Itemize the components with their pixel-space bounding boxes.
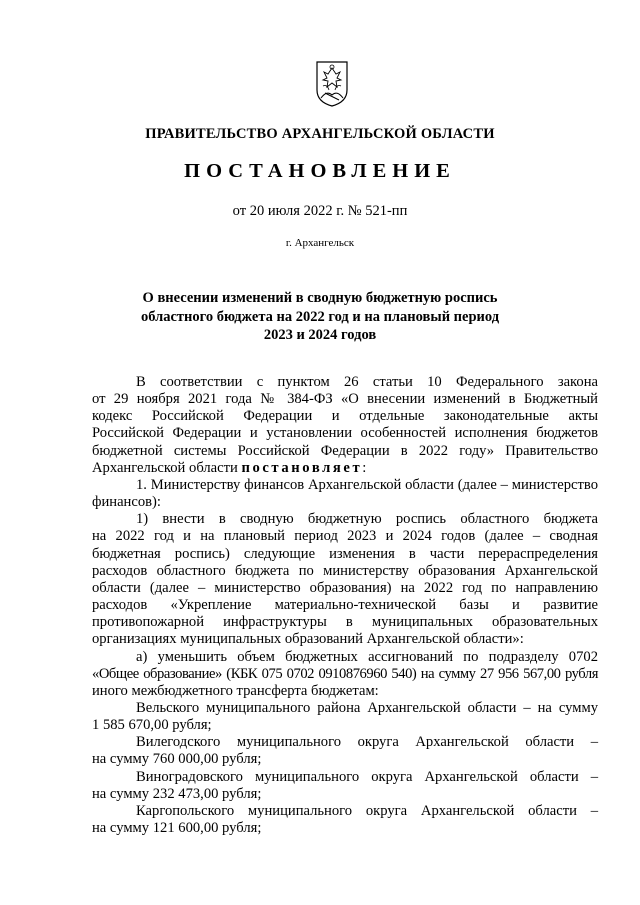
paragraph-velsk bbox=[92, 700, 598, 734]
title-line: 2023 и 2024 годов bbox=[263, 327, 377, 344]
text-line: области (далее – министерство образования) на 2022 год по направлению bbox=[92, 579, 598, 596]
text-line: бюджетной системы Российской Федерации в 2022 году» Правительство bbox=[92, 442, 598, 459]
text-line: 1 585 670,00 рубля; bbox=[92, 717, 212, 734]
title-line: областного бюджета на 2022 год и на плановый период bbox=[140, 308, 500, 325]
text-line: 1. Министерству финансов Архангельской области (далее – министерство bbox=[136, 476, 598, 493]
text-line bbox=[92, 460, 598, 477]
document-title bbox=[130, 289, 510, 345]
text-line: на сумму 232 473,00 рубля; bbox=[92, 785, 262, 802]
document-type: ПОСТАНОВЛЕНИЕ bbox=[184, 160, 456, 182]
text-line: Вилегодского муниципального округа Архангельской области – bbox=[136, 734, 598, 751]
text-line: на 2022 год и на плановый период 2023 и 2024 годов (далее – сводная bbox=[92, 528, 598, 545]
paragraph-vilegodsk bbox=[92, 734, 598, 768]
text-line: Вельского муниципального района Архангельской области – на сумму bbox=[136, 699, 598, 716]
date-and-number: от 20 июля 2022 г. № 521-пп bbox=[232, 203, 408, 219]
text-fragment: Архангельской области bbox=[92, 459, 242, 476]
paragraph-item-1 bbox=[92, 477, 598, 511]
paragraph-subitem-1 bbox=[92, 511, 598, 648]
text-line: В соответствии с пунктом 26 статьи 10 Федерального закона bbox=[136, 374, 598, 390]
title-line: О внесении изменений в сводную бюджетную роспись bbox=[142, 290, 498, 306]
resolves-word: постановляет bbox=[241, 459, 363, 476]
text-line: расходов «Укрепление материально-технической базы и развитие bbox=[92, 597, 598, 614]
organization-name: ПРАВИТЕЛЬСТВО АРХАНГЕЛЬСКОЙ ОБЛАСТИ bbox=[145, 126, 495, 142]
paragraph-kargopol bbox=[92, 803, 598, 837]
text-line: организациях муниципальных образований Архангельской области»: bbox=[92, 631, 524, 648]
text-line: Виноградовского муниципального округа Архангельской области – bbox=[136, 768, 598, 785]
paragraph-subitem-a bbox=[92, 649, 598, 700]
text-line: на сумму 760 000,00 рубля; bbox=[92, 751, 262, 768]
text-line: Российской Федерации и установлении особенностей исполнения бюджетов bbox=[92, 425, 598, 442]
paragraph-preamble bbox=[92, 374, 598, 477]
text-line: на сумму 121 600,00 рубля; bbox=[92, 820, 262, 837]
text-line: бюджетная роспись) следующие изменения в части перераспределения bbox=[92, 545, 598, 562]
text-line: иного межбюджетного трансферта бюджетам: bbox=[92, 682, 379, 699]
text-line: расходов областного бюджета по министерству образования Архангельской bbox=[92, 562, 598, 579]
text-line: от 29 ноября 2021 года № 384-ФЗ «О внесении изменений в Бюджетный bbox=[92, 391, 598, 408]
text-line: 1) внести в сводную бюджетную роспись областного бюджета bbox=[136, 511, 598, 528]
text-line: а) уменьшить объем бюджетных ассигнований по подразделу 0702 bbox=[136, 648, 598, 665]
text-line: «Общее образование» (КБК 075 0702 0910876960 540) на сумму 27 956 567,00 рубля bbox=[92, 665, 598, 682]
coat-of-arms-emblem bbox=[315, 60, 349, 108]
city: г. Архангельск bbox=[285, 237, 355, 249]
text-line: противопожарной инфраструктуры в муниципальных образовательных bbox=[92, 614, 598, 631]
text-line: Каргопольского муниципального округа Архангельской области – bbox=[136, 802, 598, 819]
text-line: финансов): bbox=[92, 494, 161, 511]
paragraph-vinogradovsk bbox=[92, 769, 598, 803]
text-line: кодекс Российской Федерации и отдельные законодательные акты bbox=[92, 408, 598, 425]
document-body bbox=[92, 374, 598, 837]
text-fragment: : bbox=[362, 459, 367, 476]
